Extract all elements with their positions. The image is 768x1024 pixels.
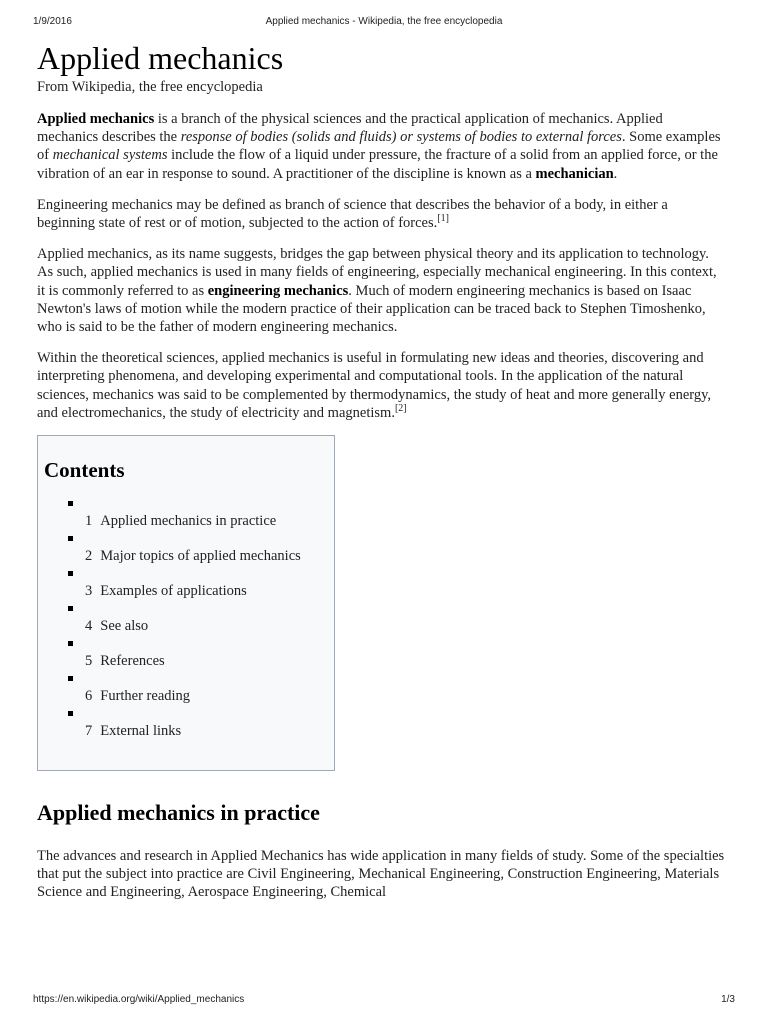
toc-link[interactable]: 7 External links xyxy=(85,723,182,740)
section-heading-practice: Applied mechanics in practice xyxy=(37,800,320,826)
bullet-icon xyxy=(68,536,73,541)
page-title: Applied mechanics xyxy=(37,40,284,76)
toc-list xyxy=(44,501,328,746)
toc-item xyxy=(66,536,328,571)
italic-phrase-response: response of bodies (solids and fluids) or systems of bodies to external forces xyxy=(180,129,622,146)
toc-link[interactable]: 2 Major topics of applied mechanics xyxy=(85,548,301,565)
toc-item xyxy=(66,711,328,746)
print-url: https://en.wikipedia.org/wiki/Applied_mechanics xyxy=(33,994,245,1005)
bullet-icon xyxy=(68,501,73,506)
toc-title: Contents xyxy=(44,458,125,483)
bullet-icon xyxy=(68,711,73,716)
section-paragraph-1: The advances and research in Applied Mechanics has wide application in many fields of study. Some of the specialties that put the subject into practice are Civil Engineering, Mechanical Engineering, Construction Engineering, Materials Science and Engineering, Aerospace Engineering, Chemical xyxy=(37,848,725,901)
toc-item xyxy=(66,571,328,606)
bullet-icon xyxy=(68,606,73,611)
bold-term-mechanician: mechanician xyxy=(535,165,614,182)
italic-phrase-mechanical-systems: mechanical systems xyxy=(52,147,168,164)
page-number: 1/3 xyxy=(721,994,735,1005)
bullet-icon xyxy=(68,571,73,576)
toc-link[interactable]: 5 References xyxy=(85,653,165,670)
bold-term-applied-mechanics: Applied mechanics xyxy=(37,111,155,127)
print-footer xyxy=(33,994,735,1008)
intro-paragraph-4: Within the theoretical sciences, applied mechanics is useful in formulating new ideas and theories, discovering and interpreting phenomena, and developing experimental and computational tools. In the application of the natural sciences, mechanics was said to be complemented by thermodynamics, the study of heat and more generally energy, and electromechanics, the study of electricity and magnetism.[2] xyxy=(37,350,712,421)
print-header xyxy=(33,16,735,30)
print-date: 1/9/2016 xyxy=(33,16,72,27)
site-tagline: From Wikipedia, the free encyclopedia xyxy=(37,79,263,95)
toc-item xyxy=(66,676,328,711)
intro-paragraph-3: Applied mechanics, as its name suggests, bridges the gap between physical theory and its application to technology. As such, applied mechanics is used in many fields of engineering, especially mechanical engineering. In this context, it is commonly referred to as engineering mechanics. Much of modern engineering mechanics is based on Isaac Newton's laws of motion while the modern practice of their application can be traced back to Stephen Timoshenko, who is said to be the father of modern engineering mechanics. xyxy=(37,246,717,336)
intro-paragraph-1: Applied mechanics is a branch of the physical sciences and the practical application of mechanics. Applied mechanics describes the response of bodies (solids and fluids) or systems of bodies to external forces. Some examples of mechanical systems include the flow of a liquid under pressure, the fracture of a solid from an applied force, or the vibration of an ear in response to sound. A practitioner of the discipline is known as a mechanician. xyxy=(37,111,721,182)
bold-term-engineering-mechanics: engineering mechanics xyxy=(207,282,349,299)
article-content xyxy=(37,38,727,915)
citation-link-1[interactable]: [1] xyxy=(437,213,449,225)
toc-link[interactable]: 4 See also xyxy=(85,618,149,635)
citation-link-2[interactable]: [2] xyxy=(394,403,407,415)
print-doc-title: Applied mechanics - Wikipedia, the free encyclopedia xyxy=(265,16,503,27)
toc-link[interactable]: 1 Applied mechanics in practice xyxy=(85,513,277,530)
bullet-icon xyxy=(68,676,73,681)
bullet-icon xyxy=(68,641,73,646)
table-of-contents xyxy=(37,435,335,771)
toc-link[interactable]: 3 Examples of applications xyxy=(85,583,247,600)
toc-item xyxy=(66,606,328,641)
toc-item xyxy=(66,641,328,676)
intro-paragraph-2: Engineering mechanics may be defined as branch of science that describes the behavior of a body, in either a beginning state of rest or of motion, subjected to the action of forces.[1] xyxy=(37,196,668,232)
toc-link[interactable]: 6 Further reading xyxy=(85,688,191,705)
toc-item xyxy=(66,501,328,536)
